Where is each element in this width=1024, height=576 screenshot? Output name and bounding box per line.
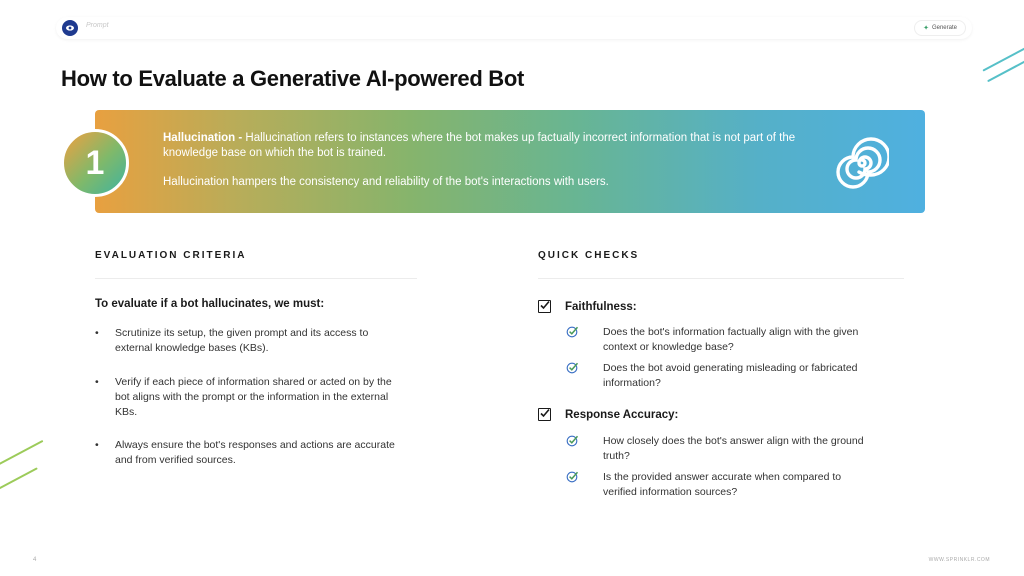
check-item	[566, 470, 866, 500]
check-item-text: Is the provided answer accurate when compared to verified information sources?	[603, 471, 842, 498]
evaluation-intro: To evaluate if a bot hallucinates, we must:	[95, 298, 325, 310]
check-circle-icon	[566, 434, 579, 447]
response-accuracy-group	[538, 408, 678, 421]
bullet-icon: •	[95, 376, 99, 388]
bot-logo-icon	[62, 20, 78, 36]
decorative-line	[0, 440, 43, 466]
decorative-line	[982, 46, 1024, 71]
hallucination-banner	[95, 110, 925, 213]
bullet-text: Scrutinize its setup, the given prompt and its access to external knowledge bases (KBs).	[115, 327, 369, 354]
bullet-icon: •	[95, 439, 99, 451]
bullet-text: Always ensure the bot's responses and actions are accurate and from verified sources.	[115, 439, 395, 466]
page-number: 4	[33, 557, 37, 563]
check-item-text: How closely does the bot's answer align with the ground truth?	[603, 435, 864, 462]
evaluation-criteria-heading: EVALUATION CRITERIA	[95, 250, 247, 261]
faithfulness-group	[538, 300, 637, 313]
sparkle-icon: ✦	[923, 25, 929, 32]
criteria-bullet	[95, 375, 395, 420]
check-circle-icon	[566, 361, 579, 374]
check-item-text: Does the bot avoid generating misleading or fabricated information?	[603, 362, 858, 389]
prompt-input-placeholder[interactable]: Prompt	[86, 22, 109, 29]
criteria-bullet	[95, 438, 395, 468]
criteria-bullet	[95, 326, 395, 356]
group-title: Faithfulness:	[565, 300, 637, 313]
check-item	[566, 361, 866, 391]
step-number-badge: 1	[61, 129, 129, 197]
quick-checks-heading: QUICK CHECKS	[538, 250, 640, 261]
banner-text	[163, 131, 803, 190]
page-title: How to Evaluate a Generative AI-powered Bot	[61, 66, 525, 91]
checked-box-icon	[538, 408, 551, 421]
divider	[538, 278, 904, 279]
bullet-icon: •	[95, 327, 99, 339]
spiral-icon	[835, 136, 889, 190]
checked-box-icon	[538, 300, 551, 313]
check-item	[566, 325, 866, 355]
generate-button-label: Generate	[931, 25, 957, 31]
website-link[interactable]: WWW.SPRINKLR.COM	[928, 557, 990, 563]
bullet-text: Verify if each piece of information shared or acted on by the bot aligns with the prompt or the information in the external KBs.	[115, 376, 392, 418]
check-item-text: Does the bot's information factually align with the given context or knowledge base?	[603, 326, 859, 353]
check-item	[566, 434, 866, 464]
top-bar	[56, 17, 972, 39]
group-title: Response Accuracy:	[565, 408, 679, 421]
check-circle-icon	[566, 325, 579, 338]
generate-button[interactable]	[914, 20, 966, 36]
check-circle-icon	[566, 470, 579, 483]
divider	[95, 278, 417, 279]
banner-term: Hallucination -	[163, 132, 246, 144]
decorative-line	[0, 467, 38, 490]
banner-note: Hallucination hampers the consistency and reliability of the bot's interactions with users.	[163, 176, 609, 188]
banner-definition: Hallucination refers to instances where the bot makes up factually incorrect information that is not part of the knowledge base on which the bot is trained.	[163, 132, 796, 159]
